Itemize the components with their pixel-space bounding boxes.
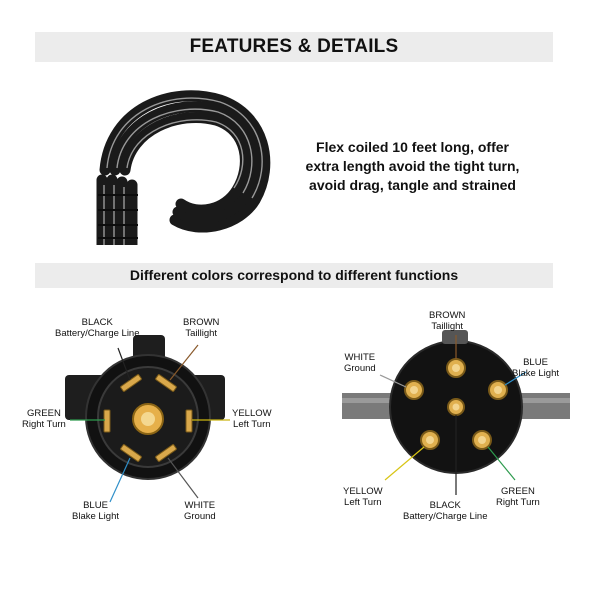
coiled-cable-image [80,70,280,245]
coil-description-line: avoid drag, tangle and strained [309,177,516,193]
left-label-yellow: YELLOW Left Turn [232,408,272,430]
right-label-yellow: YELLOW Left Turn [343,486,383,508]
coil-description-line: Flex coiled 10 feet long, offer [316,139,509,155]
right-label-brown: BROWN Taillight [429,310,466,332]
left-label-white: WHITE Ground [184,500,216,522]
left-label-brown: BROWN Taillight [183,317,220,339]
coil-description-line: extra length avoid the tight turn, [305,158,520,174]
left-label-black: BLACK Battery/Charge Line [55,317,140,339]
left-label-green: GREEN Right Turn [22,408,66,430]
coil-description [290,138,535,195]
right-label-blue: BLUE Blake Light [512,357,560,379]
left-label-blue: BLUE Blake Light [72,500,120,522]
pin-green [104,410,110,432]
pin-yellow [186,410,192,432]
right-label-green: GREEN Right Turn [496,486,540,508]
features-header: FEATURES & DETAILS [35,32,553,62]
right-label-black: BLACK Battery/Charge Line [403,500,488,522]
right-label-white: WHITE Ground [344,352,376,374]
functions-header: Different colors correspond to different functions [35,263,553,288]
